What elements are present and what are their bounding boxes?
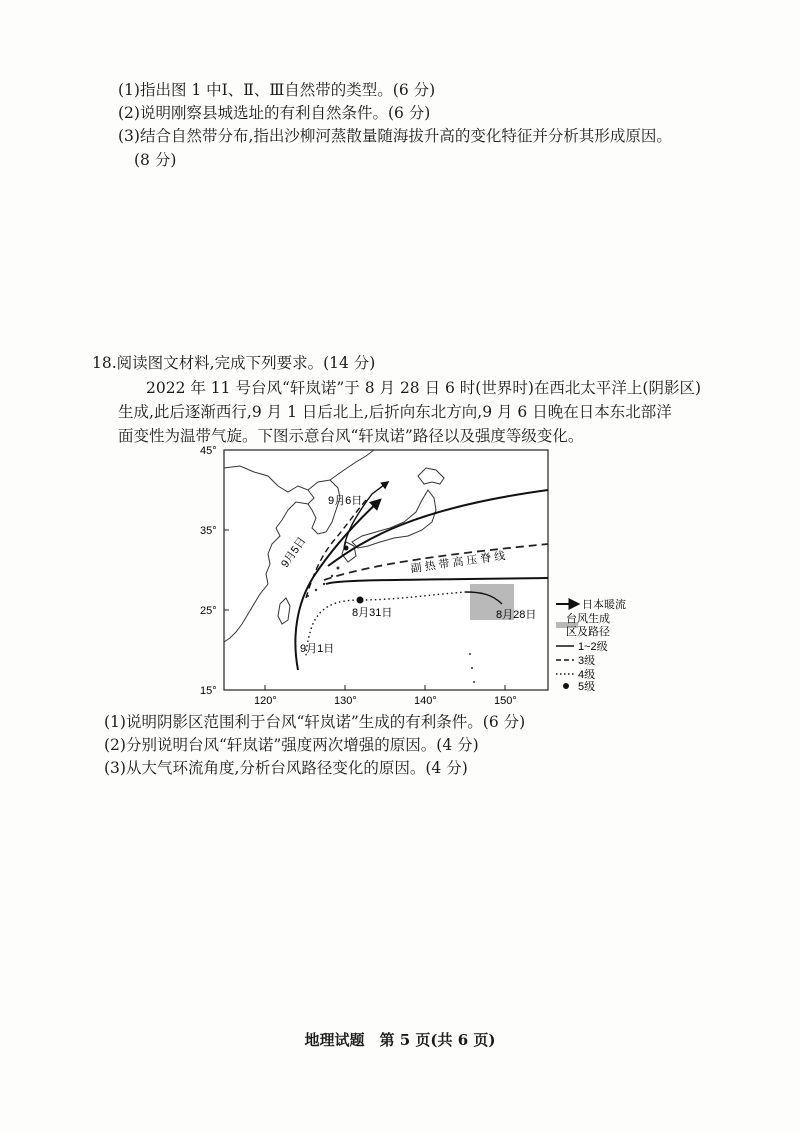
date-label-aug31: 8月31日 <box>352 607 393 619</box>
legend-level3-label: 3级 <box>578 655 596 667</box>
legend-level12-label: 1~2级 <box>578 641 608 653</box>
legend-genesis-label-1: 台风生成 <box>566 613 610 625</box>
q18-sub1: (1)说明阴影区范围利于台风“轩岚诺”生成的有利条件。(6 分) <box>104 713 526 731</box>
lon-label-150: 150° <box>494 695 517 707</box>
date-label-sep6: 9月6日 <box>328 495 363 507</box>
legend-current-label: 日本暖流 <box>582 599 626 611</box>
q18-paragraph-line2: 生成,此后逐渐西行,9 月 1 日后北上,后折向东北方向,9 月 6 日晚在日本东北部洋 <box>118 403 672 421</box>
q17-sub3-score: (8 分) <box>134 151 177 169</box>
lat-label-15: 15° <box>200 685 217 697</box>
legend-level5-label: 5级 <box>578 681 596 693</box>
date-label-aug28: 8月28日 <box>496 609 537 621</box>
q17-sub1: (1)指出图 1 中Ⅰ、Ⅱ、Ⅲ自然带的类型。(6 分) <box>118 81 436 99</box>
track-point-sep5 <box>344 546 349 551</box>
lat-label-25: 25° <box>200 605 217 617</box>
q18-sub2: (2)分别说明台风“轩岚诺”强度两次增强的原因。(4 分) <box>104 736 479 754</box>
q17-sub3: (3)结合自然带分布,指出沙柳河蒸散量随海拔升高的变化特征并分析其形成原因。 <box>118 127 672 145</box>
q18-paragraph-line3: 面变性为温带气旋。下图示意台风“轩岚诺”路径以及强度等级变化。 <box>118 427 584 445</box>
lon-label-140: 140° <box>414 695 437 707</box>
q18-sub3: (3)从大气环流角度,分析台风路径变化的原因。(4 分) <box>104 759 468 777</box>
map-frame <box>224 450 548 690</box>
lon-label-130: 130° <box>334 695 357 707</box>
lon-label-120: 120° <box>254 695 277 707</box>
q18-paragraph-line1: 2022 年 11 号台风“轩岚诺”于 8 月 28 日 6 时(世界时)在西北太平洋上(阴影区) <box>146 379 701 397</box>
lat-label-45: 45° <box>200 445 217 457</box>
q18-heading: 18.阅读图文材料,完成下列要求。(14 分) <box>92 354 376 372</box>
ridge-line-label: 副 热 带 高 压 脊 线 <box>410 550 507 576</box>
level-5-point <box>357 597 364 604</box>
page-footer: 地理试题 第 5 页(共 6 页) <box>304 1031 496 1049</box>
lat-label-35: 35° <box>200 525 217 537</box>
typhoon-track-map <box>196 438 626 710</box>
date-label-sep5: 9月5日 <box>279 535 309 570</box>
q17-sub2: (2)说明刚察县城选址的有利自然条件。(6 分) <box>118 104 431 122</box>
legend-genesis-label-2: 区及路径 <box>566 626 610 638</box>
legend-level5-swatch <box>563 683 569 689</box>
map-legend <box>556 597 626 693</box>
legend-level4-label: 4级 <box>578 669 596 681</box>
date-label-sep1: 9月1日 <box>300 643 335 655</box>
